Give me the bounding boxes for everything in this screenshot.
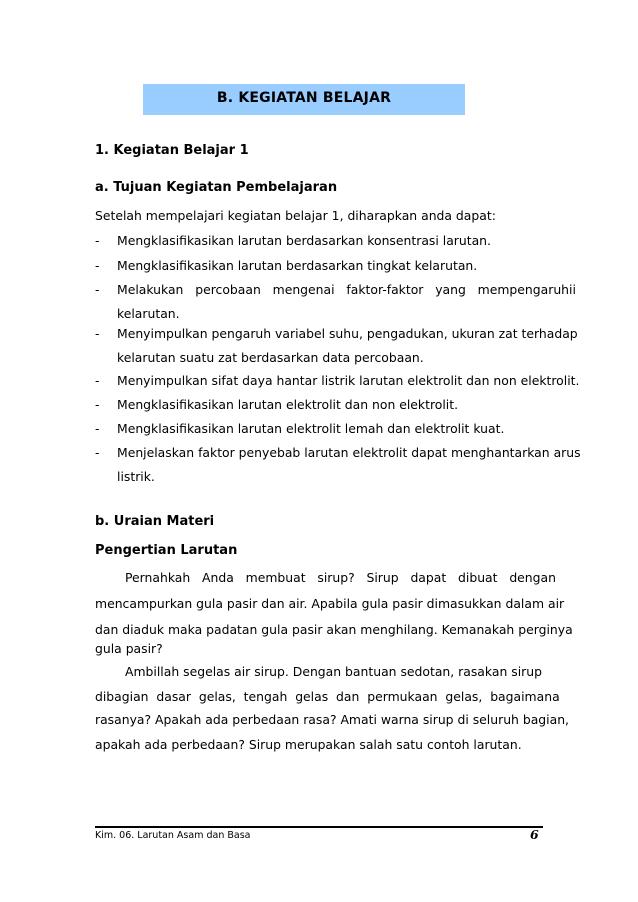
material-heading: b. Uraian Materi	[95, 514, 215, 529]
bullet-text-continuation: kelarutan suatu zat berdasarkan data percobaan.	[117, 350, 424, 365]
bullet-dash: -	[95, 233, 100, 248]
bullet-text: Mengklasifikasikan larutan berdasarkan tingkat kelarutan.	[117, 258, 478, 273]
subsection-heading: Pengertian Larutan	[95, 543, 238, 558]
bullet-text: Menyimpulkan sifat daya hantar listrik larutan elektrolit dan non elektrolit.	[117, 373, 580, 388]
paragraph-line: gula pasir?	[95, 641, 163, 656]
footer-divider	[95, 826, 543, 828]
bullet-text-continuation: listrik.	[117, 469, 155, 484]
section-banner	[143, 84, 465, 115]
bullet-dash: -	[95, 326, 100, 341]
bullet-text: Menjelaskan faktor penyebab larutan elektrolit dapat menghantarkan arus	[117, 445, 581, 460]
bullet-text: Menyimpulkan pengaruh variabel suhu, pengadukan, ukuran zat terhadap	[117, 326, 578, 341]
paragraph-line: rasanya? Apakah ada perbedaan rasa? Amati warna sirup di seluruh bagian,	[95, 712, 569, 727]
bullet-dash: -	[95, 445, 100, 460]
paragraph-line: dibagian dasar gelas, tengah gelas dan permukaan gelas, bagaimana	[95, 689, 560, 704]
bullet-text-continuation: kelarutan.	[117, 306, 180, 321]
bullet-dash: -	[95, 421, 100, 436]
bullet-text: Melakukan percobaan mengenai faktor-faktor yang mempengaruhii	[117, 282, 576, 297]
bullet-dash: -	[95, 397, 100, 412]
bullet-dash: -	[95, 282, 100, 297]
bullet-text: Mengklasifikasikan larutan elektrolit lemah dan elektrolit kuat.	[117, 421, 505, 436]
bullet-text: Mengklasifikasikan larutan berdasarkan konsentrasi larutan.	[117, 233, 491, 248]
paragraph-line: apakah ada perbedaan? Sirup merupakan salah satu contoh larutan.	[95, 737, 522, 752]
learning-activity-heading: 1. Kegiatan Belajar 1	[95, 143, 249, 158]
paragraph-line: Pernahkah Anda membuat sirup? Sirup dapat dibuat dengan	[125, 570, 556, 585]
objectives-heading: a. Tujuan Kegiatan Pembelajaran	[95, 180, 338, 195]
footer-module-title: Kim. 06. Larutan Asam dan Basa	[95, 830, 251, 841]
bullet-dash: -	[95, 258, 100, 273]
bullet-dash: -	[95, 373, 100, 388]
paragraph-line: mencampurkan gula pasir dan air. Apabila gula pasir dimasukkan dalam air	[95, 596, 565, 611]
objectives-intro: Setelah mempelajari kegiatan belajar 1, diharapkan anda dapat:	[95, 208, 496, 223]
paragraph-line: dan diaduk maka padatan gula pasir akan menghilang. Kemanakah perginya	[95, 622, 573, 637]
page-number: 6	[530, 827, 539, 842]
bullet-text: Mengklasifikasikan larutan elektrolit dan non elektrolit.	[117, 397, 459, 412]
section-title: B. KEGIATAN BELAJAR	[216, 90, 392, 106]
paragraph-line: Ambillah segelas air sirup. Dengan bantuan sedotan, rasakan sirup	[125, 664, 542, 679]
